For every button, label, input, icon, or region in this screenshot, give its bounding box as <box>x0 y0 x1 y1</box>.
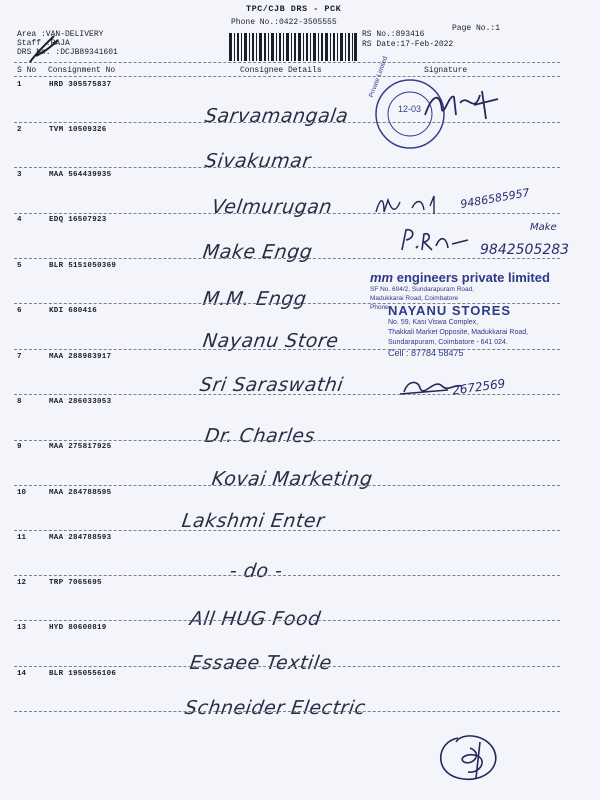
row-14-consignee: Schneider Electric <box>183 697 368 719</box>
row-1-consignment-no: HRD 305575837 <box>49 81 112 89</box>
row-10-rule <box>14 530 560 531</box>
row-9-consignee: Kovai Marketing <box>210 468 375 490</box>
signature-row-3-phone: 9486585957 <box>459 186 531 211</box>
company-stamp-phone: Phone <box>370 304 389 311</box>
area-field: Area :VAN-DELIVERY <box>17 30 104 39</box>
row-4-sno: 4 <box>17 216 22 224</box>
row-3-sno: 3 <box>17 171 22 179</box>
seal-date: 12-03 <box>398 104 422 114</box>
col-signature: Signature <box>424 66 468 75</box>
row-13-consignment-no: HYD 80600819 <box>49 624 107 632</box>
row-7-consignment-no: MAA 288983917 <box>49 353 112 361</box>
drs-number: DRS No. :DCJB89341601 <box>17 48 118 57</box>
row-8-sno: 8 <box>17 398 22 406</box>
row-7-consignee: Sri Saraswathi <box>198 374 345 396</box>
staff-field: Staff :RAJA <box>17 39 70 48</box>
page-number: Page No.:1 <box>452 24 501 33</box>
row-10-consignment-no: MAA 284788595 <box>49 489 112 497</box>
row-1-sno: 1 <box>17 81 22 89</box>
row-4-consignee: Make Engg <box>201 241 314 263</box>
rs-date: RS Date:17-Feb-2022 <box>362 40 454 49</box>
row-11-sno: 11 <box>17 534 27 542</box>
row-12-consignee: All HUG Food <box>188 608 323 630</box>
signature-row-4-name: Make <box>530 222 557 233</box>
row-13-consignee: Essaee Textile <box>188 652 334 674</box>
row-8-rule <box>14 440 560 441</box>
col-sno: S No <box>17 66 37 75</box>
row-6-sno: 6 <box>17 307 22 315</box>
row-7-sno: 7 <box>17 353 22 361</box>
column-header-rule <box>14 76 560 77</box>
seal-label: Private Limited <box>368 55 390 99</box>
row-2-rule <box>14 167 560 168</box>
company-stamp: mm engineers private limited SF No. 694/2, Sundarapuram Road, Madukkarai Road, Coimbatore Phone <box>370 270 570 312</box>
row-9-rule <box>14 485 560 486</box>
col-consignee: Consignee Details <box>240 66 322 75</box>
barcode <box>229 33 357 61</box>
pen-scribble <box>28 26 88 66</box>
row-12-sno: 12 <box>17 579 27 587</box>
signature-row-3 <box>372 192 452 220</box>
row-10-sno: 10 <box>17 489 27 497</box>
header-rule <box>14 62 560 63</box>
row-11-consignment-no: MAA 284788593 <box>49 534 112 542</box>
row-6-consignment-no: KDI 680416 <box>49 307 98 315</box>
row-3-rule <box>14 213 560 214</box>
nayanu-stamp-line3: Sundarapuram, Coimbatore - 641 024. <box>388 339 508 346</box>
row-9-sno: 9 <box>17 443 22 451</box>
nayanu-stamp-line2: Thakkali Market Opposite, Madukkarai Road, <box>388 329 529 336</box>
final-signature-scribble <box>428 728 508 788</box>
row-10-consignee: Lakshmi Enter <box>180 510 327 532</box>
col-consignment: Consignment No <box>48 66 116 75</box>
nayanu-stamp-name: NAYANU STORES <box>388 303 512 318</box>
nayanu-stores-stamp <box>388 303 563 358</box>
company-stamp-line2: Madukkarai Road, Coimbatore <box>370 295 459 302</box>
row-5-consignee: M.M. Engg <box>201 288 309 310</box>
row-4-consignment-no: EDQ 16507923 <box>49 216 107 224</box>
row-3-consignment-no: MAA 564439935 <box>49 171 112 179</box>
document-title: TPC/CJB DRS - PCK <box>246 4 342 14</box>
row-11-rule <box>14 575 560 576</box>
row-13-rule <box>14 666 560 667</box>
row-8-consignee: Dr. Charles <box>203 425 317 447</box>
nayanu-stamp-line1: No. 59, Kasi Viswa Complex, <box>388 319 479 326</box>
row-2-consignee: Sivakumar <box>203 150 313 172</box>
phone-number: Phone No.:0422-3505555 <box>231 18 337 27</box>
company-stamp-line1: SF No. 694/2, Sundarapuram Road, <box>370 286 475 293</box>
row-12-consignment-no: TRP 7065695 <box>49 579 102 587</box>
row-3-consignee: Velmurugan <box>210 196 334 218</box>
row-13-sno: 13 <box>17 624 27 632</box>
row-11-consignee: - do - <box>228 560 285 582</box>
signature-row-7-number: 2672569 <box>451 376 507 398</box>
row-14-rule <box>14 711 560 712</box>
row-6-consignee: Nayanu Store <box>201 330 341 352</box>
row-14-consignment-no: BLR 1950556106 <box>49 670 117 678</box>
nayanu-stamp-cell: Cell : 87784 58475 <box>388 348 464 358</box>
row-12-rule <box>14 620 560 621</box>
row-4-rule <box>14 258 560 259</box>
signature-row-1 <box>420 85 500 125</box>
rs-number: RS No.:893416 <box>362 30 425 39</box>
company-stamp-name: engineers private limited <box>396 270 550 285</box>
row-5-consignment-no: BLR 5151050369 <box>49 262 117 270</box>
row-9-consignment-no: MAA 275817925 <box>49 443 112 451</box>
row-5-sno: 5 <box>17 262 22 270</box>
signature-row-4 <box>398 226 478 256</box>
row-14-sno: 14 <box>17 670 27 678</box>
row-2-consignment-no: TVM 10509326 <box>49 126 107 134</box>
signature-row-4-phone: 9842505283 <box>480 242 570 258</box>
row-1-consignee: Sarvamangala <box>203 105 350 127</box>
row-2-sno: 2 <box>17 126 22 134</box>
row-8-consignment-no: MAA 286033053 <box>49 398 112 406</box>
